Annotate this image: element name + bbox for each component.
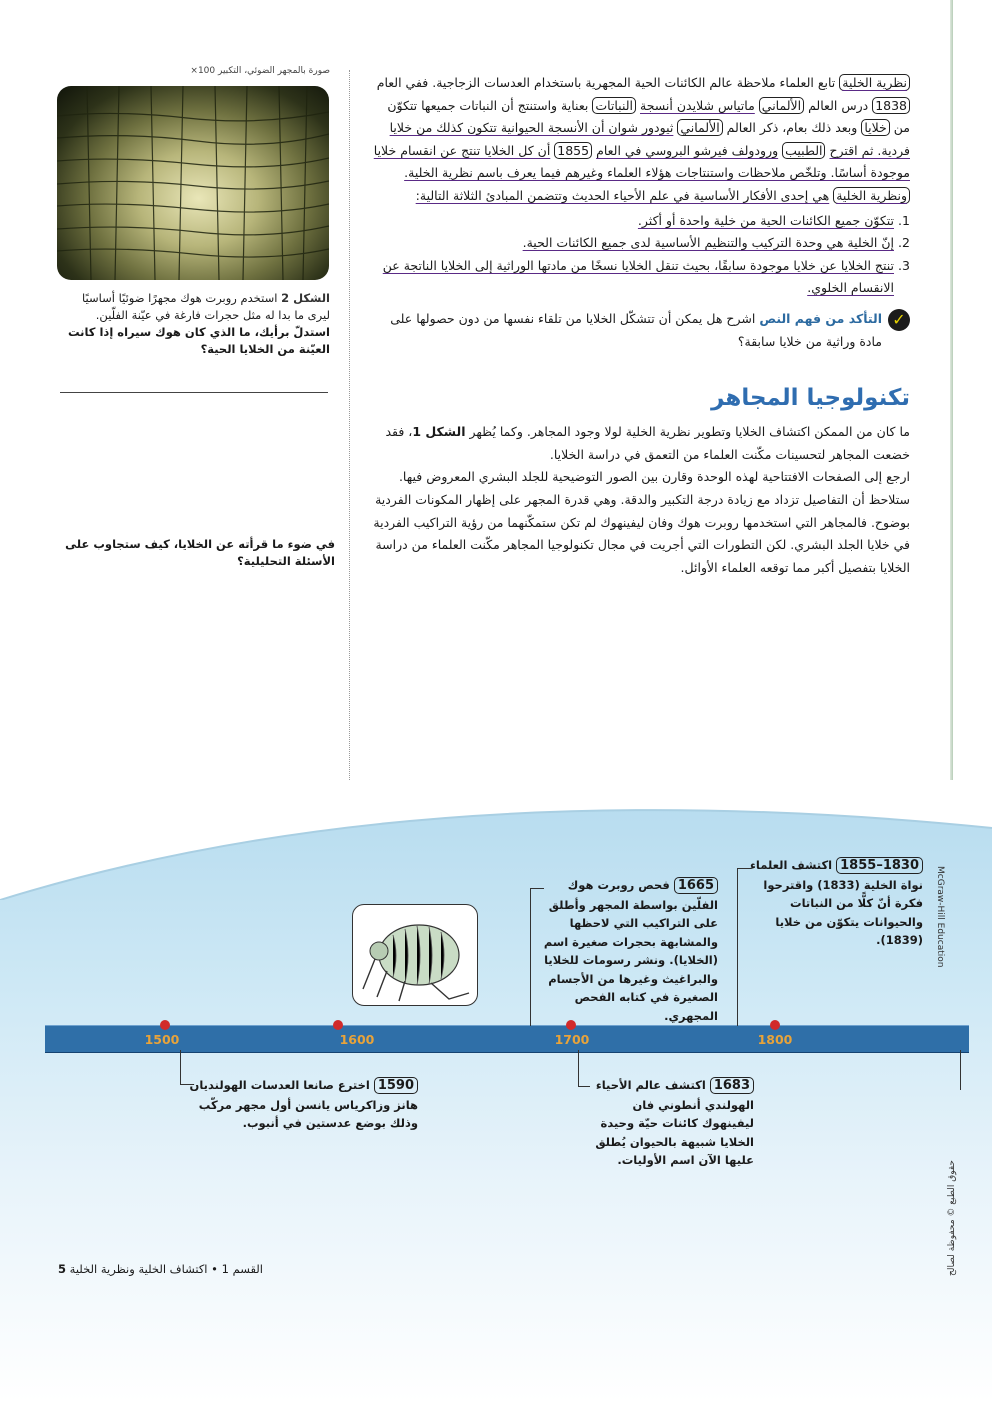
timeline-pin-1500 [160, 1020, 170, 1030]
connector-line [578, 1050, 579, 1086]
text-segment: ماتياس شلايدن أنسجة [640, 97, 755, 113]
microscope-paragraph-1 [370, 421, 910, 466]
column-divider [349, 70, 350, 790]
connector-line [180, 1050, 181, 1084]
timeline-event-1590 [188, 1076, 418, 1133]
flea-illustration [352, 904, 478, 1006]
event-year: 1665 [674, 877, 718, 894]
microscope-paragraph-2: ارجع إلى الصفحات الافتتاحية لهذه الوحدة وقارن بين الصور التوضيحية للجلد البشري المعروض فيها. ستلاحظ أن التفاصيل تزداد مع زيادة درجة التكبير والدقة. وهي قدرة المجهر على إظهار المكونات الفردية بوضوح. فالمجاهر التي استخدمها روبرت هوك وفان ليفينهوك لم تكن ستمكّنهما من رؤية التراكيب الفردية في خلايا الجلد البشري. لكن التطورات التي أجريت في مجال تكنولوجيا المجاهر مكّنت العلماء من دراسة الخلايا بتفصيل أكبر مما توقعه العلماء الأوائل. [373, 469, 910, 575]
page-footer [48, 1262, 568, 1276]
figure-caption [60, 290, 330, 358]
text-segment: ورودولف فيرشو البروسي في العام [596, 142, 779, 158]
copyright-label [940, 1080, 968, 1280]
figure-1-reference: الشكل 1 [412, 424, 466, 440]
publisher-text: McGraw-Hill Education [935, 866, 945, 968]
word-german-1: الألماني [759, 97, 804, 114]
text-segment: بعناية واستنتج أن النباتات جميعها تتكوّن من [387, 97, 910, 136]
cell-theory-paragraph [370, 72, 910, 208]
cork-cells-pattern [57, 86, 329, 280]
reading-check-label: التأكد من فهم النص [759, 310, 882, 326]
word-cells: خلايا [861, 119, 889, 136]
text-segment: ، فقد خضعت المجاهر لتحسينات مكّنت العلماء من التعمق في دراسة الخلايا. [385, 424, 910, 462]
event-text: اخترع صانعا العدسات الهولنديان هانز وزاكرياس يانسن أول مجهر مركّب وذلك بوضع عدستين في أنبوب. [189, 1078, 418, 1130]
main-column [370, 72, 910, 579]
figure-label: الشكل 2 [281, 291, 330, 305]
checkmark-icon: ✓ [888, 309, 910, 331]
year-1855: 1855 [554, 142, 592, 159]
principle-item: 3. تنتج الخلايا عن خلايا موجودة سابقًا، بحيث تنقل الخلايا نسخًا من مادتها الوراثية إلى الخلايا الناتجة عن الانقسام الخلوي. [370, 255, 894, 300]
copyright-text: حقوق الطبع © محفوظة لصالح [947, 1160, 957, 1276]
timeline-pin-1800 [770, 1020, 780, 1030]
sidebar-divider [60, 392, 328, 393]
tick-1600: 1600 [339, 1032, 375, 1047]
text-segment: وبعد ذلك بعام، ذكر العالم [726, 120, 858, 136]
reading-check-text: اشرح هل يمكن أن تتشكّل الخلايا من تلقاء نفسها من دون حصولها على مادة وراثية من خلايا سابقة؟ [390, 310, 882, 349]
text-segment: تابع العلماء ملاحظة عالم الكائنات الحية المجهرية باستخدام العدسات الزجاجية. ففي العام [376, 75, 836, 90]
event-text: اكتشف عالم الأحياء الهولندي أنطوني فان ليفينهوك كائنات حيّة وحيدة الخلايا شبيهة بالحيوان يُطلق عليها الآن اسم الأوليات. [595, 1078, 754, 1167]
tick-1500: 1500 [144, 1032, 180, 1047]
text-segment: ما كان من الممكن اكتشاف الخلايا وتطوير نظرية الخلية لولا وجود المجاهر. وكما يُظهر [469, 424, 910, 440]
reading-check [370, 308, 910, 353]
event-year: 1830–1855 [836, 857, 923, 874]
sidebar-analysis-question: في ضوء ما قرأته عن الخلايا، كيف ستجاوب على الأسئلة التحليلية؟ [65, 537, 335, 568]
timeline-event-1665 [540, 876, 718, 1025]
word-plants: النباتات [592, 97, 636, 114]
timeline-pin-1600 [333, 1020, 343, 1030]
event-year: 1590 [374, 1077, 418, 1094]
text-segment: درس العالم [808, 97, 869, 113]
timeline-event-1830 [743, 856, 923, 950]
word-doctor: الطبيب [782, 142, 825, 159]
word-german-2: الألماني [677, 119, 722, 136]
tick-1700: 1700 [554, 1032, 590, 1047]
text-segment: هي إحدى الأفكار الأساسية في علم الأحياء الحديث وتتضمن المبادئ الثلاثة التالية: [415, 187, 830, 203]
connector-line [737, 868, 738, 1026]
flea-drawing [353, 905, 477, 1005]
principle-item: 2. إنّ الخلية هي وحدة التركيب والتنظيم الأساسية لدى جميع الكائنات الحية. [370, 232, 894, 255]
term-cell-theory: نظرية الخلية [839, 74, 910, 91]
event-year: 1683 [710, 1077, 754, 1094]
figure-text: استخدم روبرت هوك مجهرًا ضوئيًا أساسيًا ليرى ما بدا له مثل حجرات فارغة في عيّنة الفلّين. [82, 291, 330, 322]
timeline-event-1683 [586, 1076, 754, 1170]
cell-theory-principles [370, 210, 910, 300]
connector-line [530, 888, 531, 1026]
text-segment: ثيودور شوان أن الأنسجة الحيوانية تتكون كذلك من خلايا فردية. ثم اقترح [389, 120, 910, 158]
text-segment: أن كل الخلايا تنتج عن انقسام خلايا موجودة أساسًا. وتلخّص ملاحظات واستنتاجات هؤلاء العلماء وغيرهم فيما يعرف باسم نظرية الخلية. [373, 142, 910, 181]
page-number: 5 [58, 1262, 67, 1276]
event-text: اكتشف العلماء نواة الخلية (1833) واقترحوا فكرة أنّ كلًّا من النباتات والحيوانات يتكوّن من خلايا (1839). [750, 858, 923, 947]
footer-text: القسم 1 • اكتشاف الخلية ونظرية الخلية [69, 1262, 264, 1276]
tick-1800: 1800 [757, 1032, 793, 1047]
section-heading: تكنولوجيا المجاهر [711, 385, 910, 412]
cork-micrograph-image [57, 86, 329, 280]
year-1838: 1838 [872, 97, 910, 114]
term-cell-theory-2: ونظرية الخلية [833, 187, 910, 204]
principle-item: 1. تتكوّن جميع الكائنات الحية من خلية واحدة أو أكثر. [370, 210, 894, 233]
event-text: فحص روبرت هوك الفلّين بواسطة المجهر وأطلق على التراكيب التي لاحظها والمشابهة بحجرات صغيرة اسم (الخلايا). ونشر رسومات للخلايا والبراغيث وغيرها من الأجسام الصغيرة في كتابه الفحص المجهري. [543, 878, 718, 1023]
figure-magnification-caption: صورة بالمجهر الضوئي، التكبير 100× [190, 66, 330, 76]
figure-question: استدلّ برأيك، ما الذي كان هوك سيراه إذا كانت العيّنة من الخلايا الحية؟ [67, 325, 330, 356]
